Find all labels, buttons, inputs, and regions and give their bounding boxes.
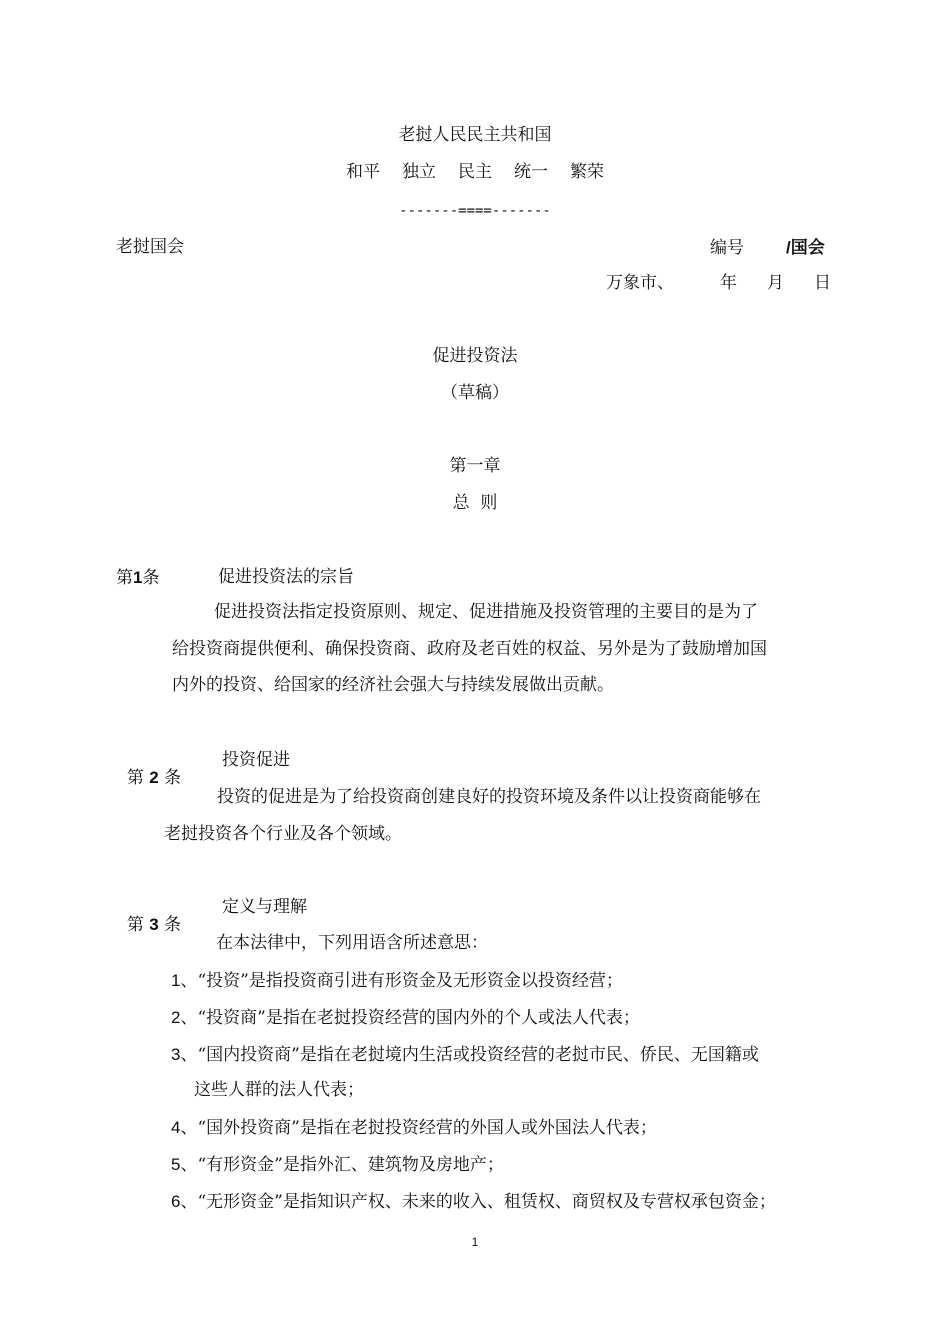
- article-heading: 投资促进: [222, 750, 290, 770]
- date-month: 月: [767, 273, 784, 293]
- article-text-line: 给投资商提供便利、确保投资商、政府及老百姓的权益、另外是为了鼓励增加国: [172, 639, 767, 659]
- law-subtitle: （草稿）: [441, 383, 509, 403]
- article-label: 第1条: [116, 568, 160, 588]
- motto-word: 繁荣: [570, 162, 604, 182]
- date-year: 年: [720, 273, 737, 293]
- place: 万象市、: [606, 273, 674, 293]
- definition-item: 3、“国内投资商”是指在老挝境内生活或投资经营的老挝市民、侨民、无国籍或: [171, 1045, 759, 1065]
- article-heading: 定义与理解: [222, 897, 307, 917]
- definition-item: 4、“国外投资商”是指在老挝投资经营的外国人或外国法人代表；: [171, 1118, 657, 1138]
- header-divider: -------====-------: [399, 203, 551, 219]
- article-label: 第 3 条: [126, 915, 182, 935]
- motto-word: 民主: [458, 162, 492, 182]
- definition-item: 5、“有形资金”是指外汇、建筑物及房地产；: [171, 1155, 504, 1175]
- chapter-number: 第一章: [449, 456, 501, 476]
- country-name: 老挝人民民主共和国: [398, 125, 552, 145]
- article-heading: 促进投资法的宗旨: [218, 567, 354, 587]
- place-date: [606, 275, 831, 292]
- article-text-line: 内外的投资、给国家的经济社会强大与持续发展做出贡献。: [172, 675, 614, 695]
- date-day: 日: [814, 273, 831, 293]
- chapter-name: 总 则: [452, 493, 498, 513]
- definition-item: 2、“投资商”是指在老挝投资经营的国内外的个人或法人代表；: [171, 1008, 640, 1028]
- motto-word: 独立: [402, 162, 436, 182]
- article-text-line: 投资的促进是为了给投资商创建良好的投资环境及条件以让投资商能够在: [217, 787, 761, 807]
- law-title: 促进投资法: [432, 346, 518, 366]
- motto-word: 统一: [514, 162, 548, 182]
- article-intro: 在本法律中，下列用语含所述意思：: [216, 933, 488, 953]
- definition-item: 1、“投资”是指投资商引进有形资金及无形资金以投资经营；: [171, 971, 623, 991]
- number-label: 编号: [710, 238, 744, 258]
- article-label: 第 2 条: [126, 768, 182, 788]
- definition-item: 6、“无形资金”是指知识产权、未来的收入、租赁权、商贸权及专营权承包资金；: [171, 1192, 776, 1212]
- page-number: 1: [471, 1235, 479, 1249]
- issuer: 老挝国会: [116, 237, 184, 257]
- national-motto: [0, 164, 950, 181]
- document-number: [710, 239, 825, 257]
- article-text-line: 促进投资法指定投资原则、规定、促进措施及投资管理的主要目的是为了: [214, 602, 758, 622]
- definition-item-continuation: 这些人群的法人代表；: [194, 1080, 364, 1100]
- motto-word: 和平: [346, 162, 380, 182]
- number-suffix: /国会: [786, 238, 825, 257]
- article-text-line: 老挝投资各个行业及各个领域。: [164, 824, 402, 844]
